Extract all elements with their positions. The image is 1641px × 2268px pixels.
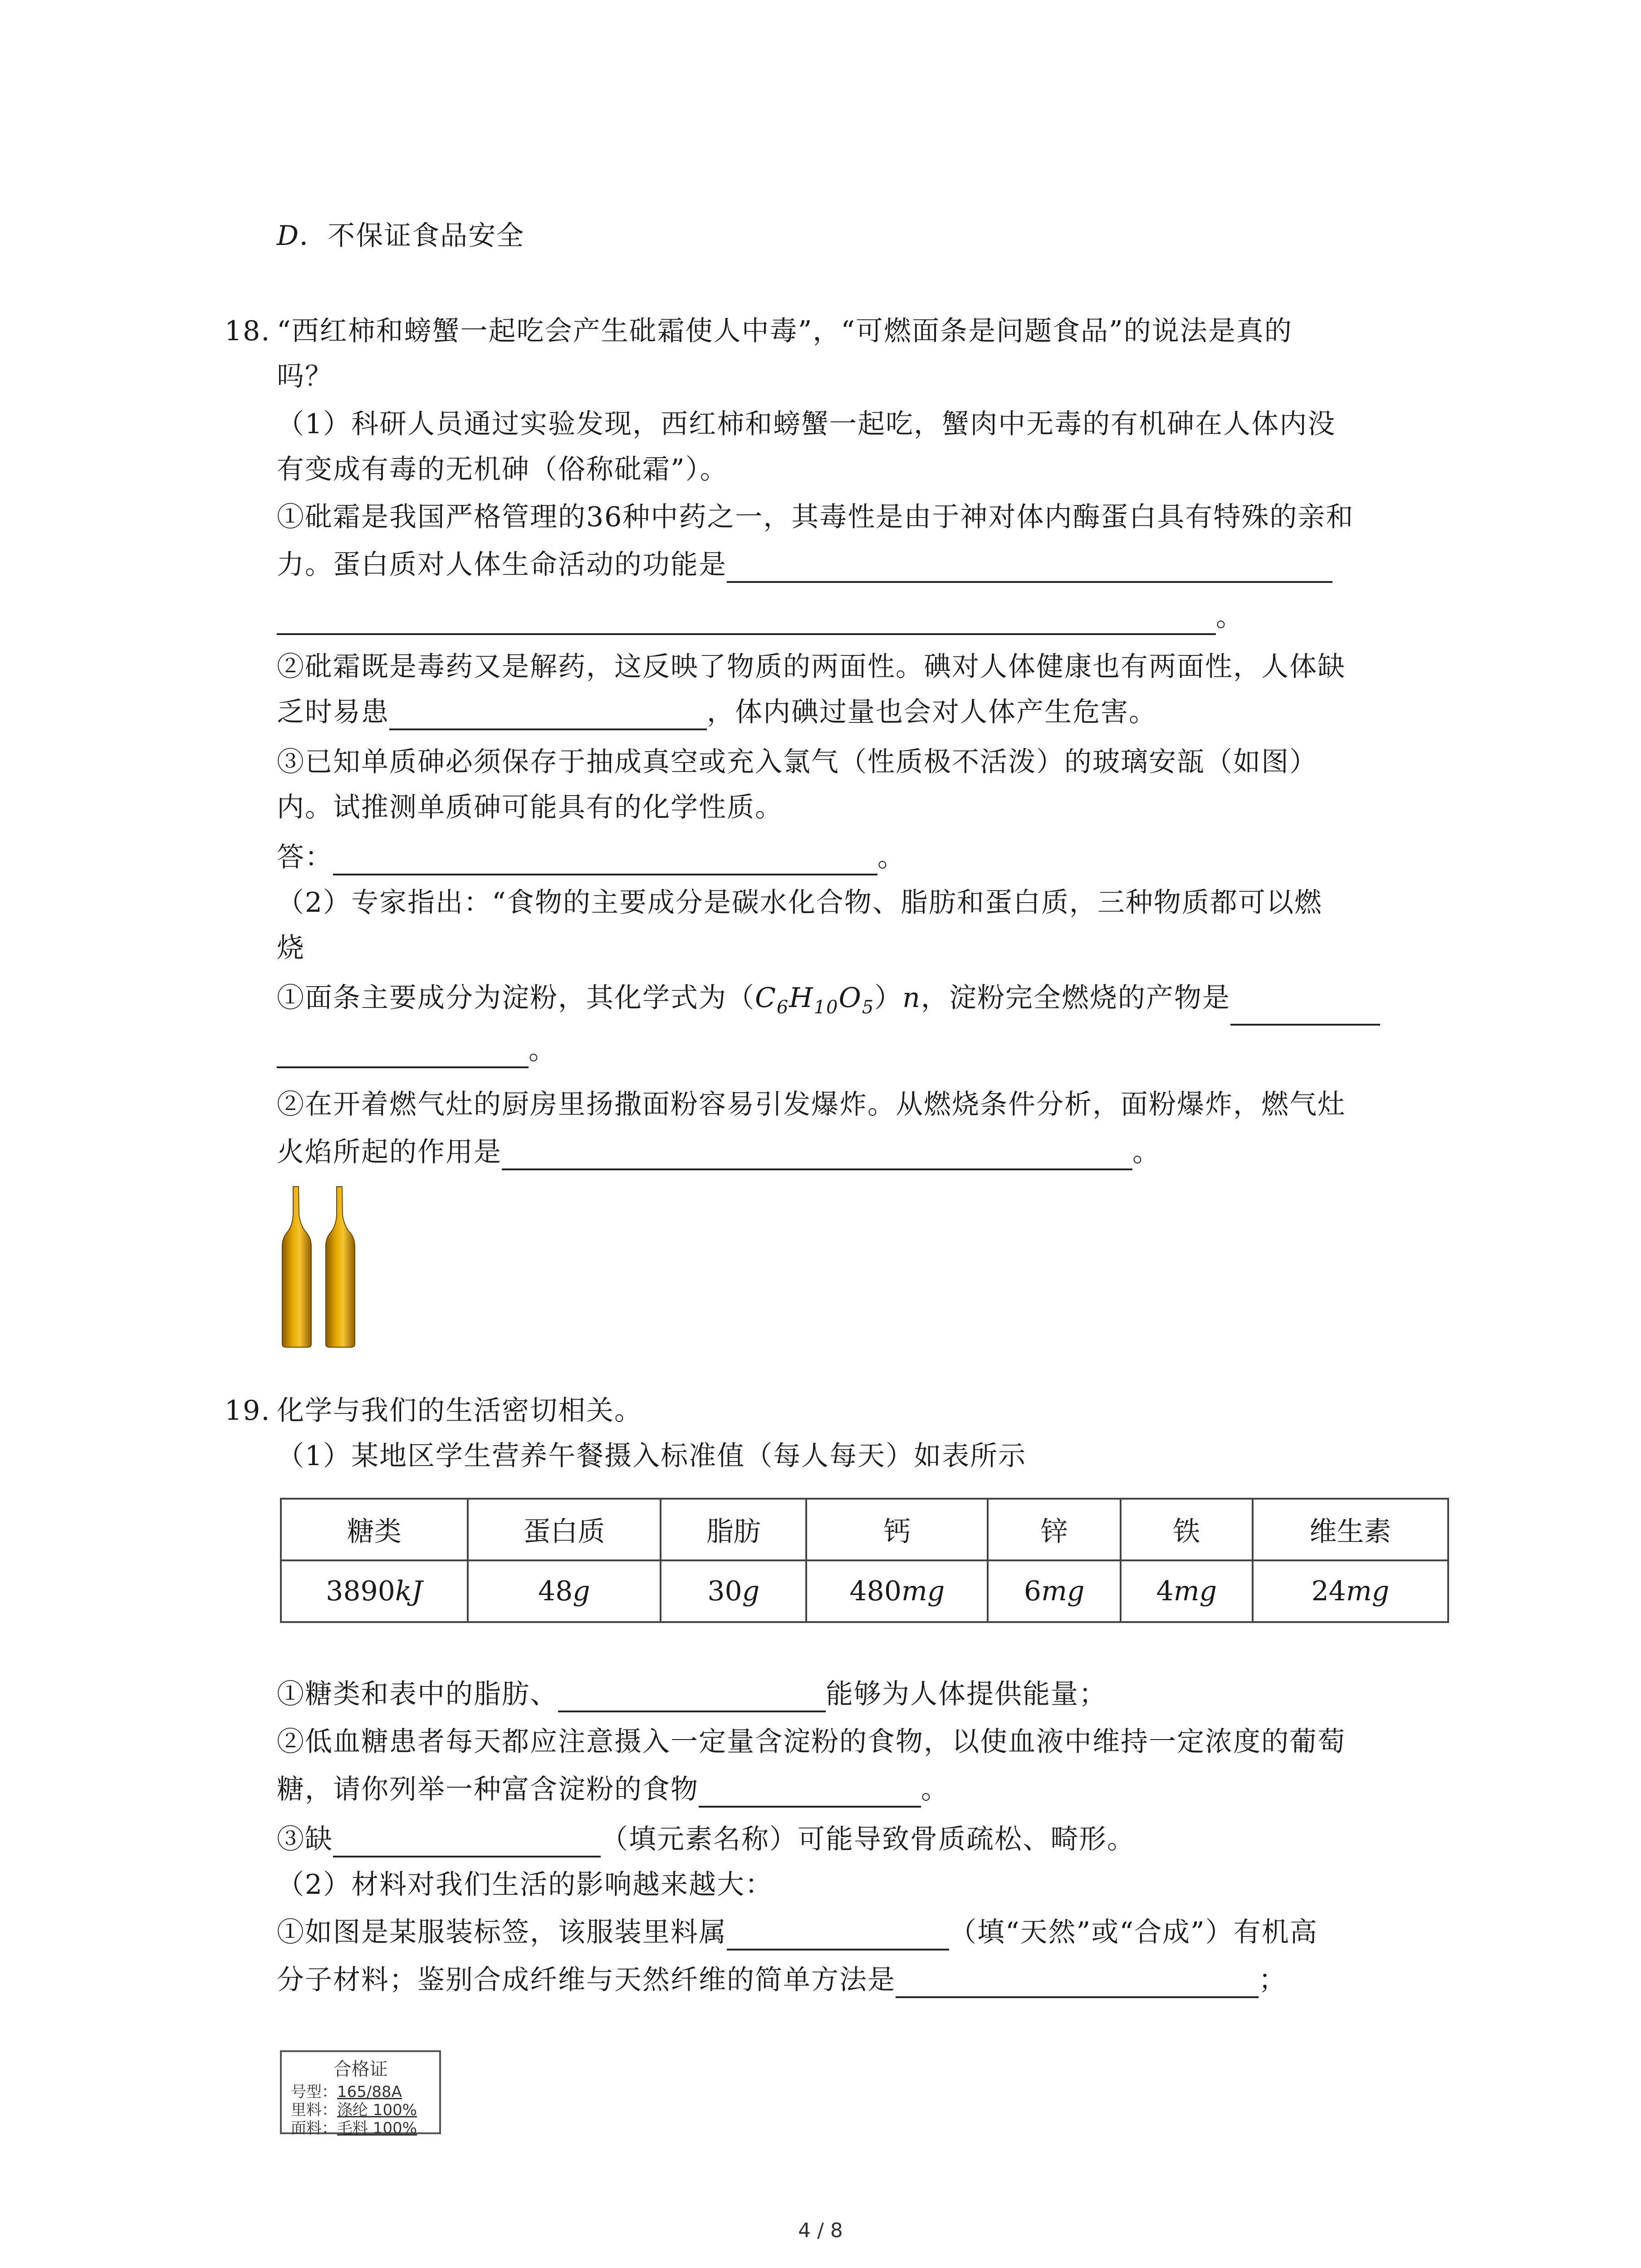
nutrition-standard-table xyxy=(280,1498,1449,1623)
q19-a-text-b: 能够为人体提供能量； xyxy=(826,1678,1107,1710)
q18-stem-line1: “西红柿和螃蟹一起吃会产生砒霜使人中毒”，“可燃面条是问题食品”的说法是真的 xyxy=(277,315,1293,347)
q18-b-text-b: ，体内碘过量也会对人体产生危害。 xyxy=(707,696,1157,728)
header-cell: 锌 xyxy=(988,1499,1121,1560)
header-cell: 钙 xyxy=(806,1499,988,1560)
value-cell: 24mg xyxy=(1253,1560,1448,1622)
header-cell: 脂肪 xyxy=(661,1499,807,1560)
q18-e-line1: ②在开着燃气灶的厨房里扬撒面粉容易引发爆炸。从燃烧条件分析，面粉爆炸，燃气灶 xyxy=(277,1089,1346,1120)
formula-n: n xyxy=(902,982,921,1014)
table-header-row xyxy=(281,1499,1448,1560)
period: 。 xyxy=(877,841,906,873)
q18-b-answer-blank[interactable] xyxy=(389,699,707,730)
q19-b-answer-blank[interactable] xyxy=(699,1776,921,1808)
q19-d-answer-blank-2[interactable] xyxy=(896,1966,1259,1998)
value-cell: 4mg xyxy=(1121,1560,1253,1622)
value-cell: 30g xyxy=(661,1560,807,1622)
q18-b-line2 xyxy=(277,694,1157,730)
q17-option-d xyxy=(277,218,524,254)
q18-d-answer-blank[interactable] xyxy=(1230,994,1380,1026)
q19-d-line1 xyxy=(277,1914,1318,1950)
table-value-row xyxy=(281,1560,1448,1622)
q18-part2-line1: （2）专家指出：“食物的主要成分是碳水化合物、脂肪和蛋白质，三种物质都可以燃 xyxy=(277,887,1323,919)
q19-c-line xyxy=(277,1821,1135,1857)
period: 。 xyxy=(1132,1136,1161,1168)
label-title: 合格证 xyxy=(333,2059,388,2080)
period: 。 xyxy=(921,1774,949,1805)
q18-d-line1 xyxy=(277,980,1380,1026)
q18-a-answer-blank[interactable] xyxy=(727,551,1332,583)
page-number: 4 / 8 xyxy=(798,2219,843,2242)
q18-part2-line2: 烧 xyxy=(277,932,305,964)
header-cell: 维生素 xyxy=(1253,1499,1448,1560)
q18-number: 18. xyxy=(225,315,271,347)
q19-b-text: 糖，请你列举一种富含淀粉的食物 xyxy=(277,1774,699,1805)
option-letter: D xyxy=(277,220,300,252)
q19-d-text-b: （填“天然”或“合成”）有机高 xyxy=(949,1916,1318,1948)
q19-d-text-c: 分子材料；鉴别合成纤维与天然纤维的简单方法是 xyxy=(277,1964,896,1996)
period: 。 xyxy=(1216,601,1244,633)
option-text: ．不保证食品安全 xyxy=(299,220,525,252)
q18-part1-line1: （1）科研人员通过实验发现，西红柿和螃蟹一起吃，蟹肉中无毒的有机砷在人体内没 xyxy=(277,408,1336,440)
q19-d-answer-blank[interactable] xyxy=(727,1919,949,1950)
header-cell: 蛋白质 xyxy=(468,1499,661,1560)
q18-a-text: 力。蛋白质对人体生命活动的功能是 xyxy=(277,549,727,581)
q18-c-answer-line xyxy=(277,839,906,875)
q19-c-answer-blank[interactable] xyxy=(333,1826,601,1857)
q18-d-answer-blank-2[interactable] xyxy=(277,1036,529,1068)
q19-b-line1: ②低血糖患者每天都应注意摄入一定量含淀粉的食物，以使血液中维持一定浓度的葡萄 xyxy=(277,1726,1346,1758)
q18-e-line2 xyxy=(277,1134,1161,1170)
q18-b-text-a: 乏时易患 xyxy=(277,696,389,728)
q18-e-text: 火焰所起的作用是 xyxy=(277,1136,502,1168)
q18-e-answer-blank[interactable] xyxy=(502,1139,1132,1170)
q18-c-line2: 内。试推测单质砷可能具有的化学性质。 xyxy=(277,792,783,823)
q19-b-line2 xyxy=(277,1771,949,1808)
header-cell: 糖类 xyxy=(281,1499,468,1560)
q18-a-line1: ①砒霜是我国严格管理的36种中药之一，其毒性是由于神对体内酶蛋白具有特殊的亲和 xyxy=(277,501,1354,533)
garment-label-image xyxy=(280,2050,441,2137)
q19-d-text-d: ； xyxy=(1259,1964,1287,1996)
q18-a-line2 xyxy=(277,547,1332,583)
q18-d-line2 xyxy=(277,1032,557,1068)
ampoule-right xyxy=(326,1187,355,1347)
value-cell: 6mg xyxy=(988,1560,1121,1622)
q19-d-text-a: ①如图是某服装标签，该服装里料属 xyxy=(277,1916,727,1948)
value-cell: 480mg xyxy=(806,1560,988,1622)
answer-prefix: 答： xyxy=(277,841,333,873)
q18-d-text-a: ①面条主要成分为淀粉，其化学式为（ xyxy=(277,982,755,1014)
q18-d-text-b: ） xyxy=(874,982,903,1014)
q18-b-line1: ②砒霜既是毒药又是解药，这反映了物质的两面性。碘对人体健康也有两面性，人体缺 xyxy=(277,651,1346,683)
q19-d-line2 xyxy=(277,1962,1287,1998)
label-row-size: 号型：165/88A xyxy=(291,2083,402,2101)
q18-a-line3 xyxy=(277,599,1244,635)
q19-part1: （1）某地区学生营养午餐摄入标准值（每人每天）如表所示 xyxy=(277,1440,1027,1472)
label-row-fabric: 面料：毛料 100% xyxy=(291,2119,417,2137)
value-cell: 48g xyxy=(468,1560,661,1622)
ampoule-left xyxy=(282,1187,311,1347)
header-cell: 铁 xyxy=(1121,1499,1253,1560)
q18-a-answer-blank-2[interactable] xyxy=(277,603,1216,635)
q19-part2: （2）材料对我们生活的影响越来越大： xyxy=(277,1869,774,1901)
q19-stem: 化学与我们的生活密切相关。 xyxy=(277,1395,642,1427)
q19-number: 19. xyxy=(225,1395,271,1427)
q19-a-line xyxy=(277,1676,1107,1712)
q18-d-text-c: ，淀粉完全燃烧的产物是 xyxy=(921,982,1230,1014)
q19-a-answer-blank[interactable] xyxy=(558,1681,826,1712)
glass-ampoule-image xyxy=(279,1183,363,1351)
q19-c-text-a: ③缺 xyxy=(277,1823,333,1855)
q18-stem-line2: 吗？ xyxy=(277,361,333,392)
value-cell: 3890kJ xyxy=(281,1560,468,1622)
q18-c-line1: ③已知单质砷必须保存于抽成真空或充入氯气（性质极不活泼）的玻璃安瓿（如图） xyxy=(277,746,1318,778)
period: 。 xyxy=(529,1034,557,1066)
q19-a-text-a: ①糖类和表中的脂肪、 xyxy=(277,1678,558,1710)
q18-c-answer-blank[interactable] xyxy=(333,844,877,875)
label-row-lining: 里料：涤纶 100% xyxy=(291,2101,417,2119)
starch-formula: $C_6H_{10}O_5$ xyxy=(755,982,875,1018)
q19-c-text-b: （填元素名称）可能导致骨质疏松、畸形。 xyxy=(601,1823,1135,1855)
q18-part1-line2: 有变成有毒的无机砷（俗称砒霜”）。 xyxy=(277,454,728,485)
